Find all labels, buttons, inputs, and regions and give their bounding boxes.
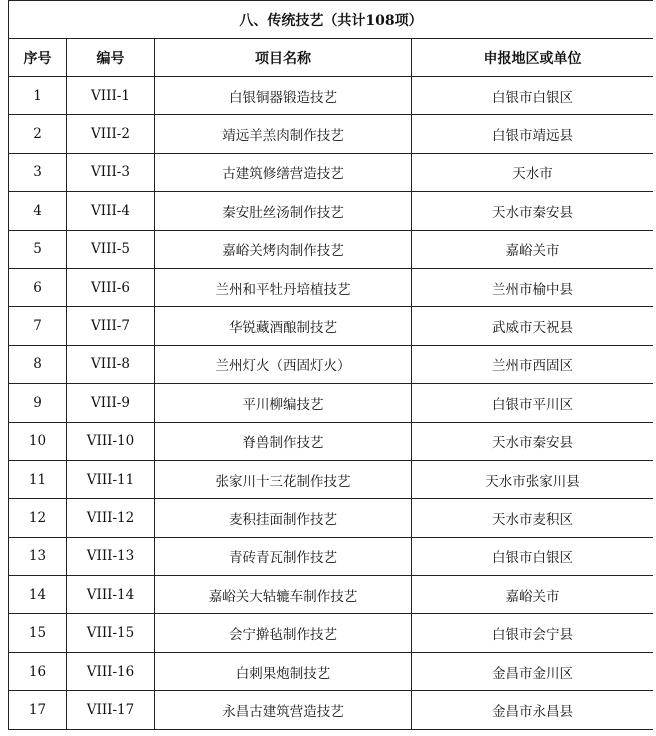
- cell-area: 天水市张家川县: [412, 460, 654, 498]
- table-row: [9, 422, 654, 460]
- cell-code: VIII-17: [67, 691, 155, 729]
- cell-code: VIII-16: [67, 652, 155, 690]
- table-row: [9, 115, 654, 153]
- cell-seq: 17: [9, 691, 67, 729]
- cell-name: 会宁擀毡制作技艺: [155, 614, 412, 652]
- table-row: [9, 384, 654, 422]
- table-header-row: [9, 39, 654, 77]
- table-row: [9, 691, 654, 729]
- cell-seq: 14: [9, 576, 67, 614]
- cell-code: VIII-1: [67, 77, 155, 115]
- cell-area: 兰州市榆中县: [412, 268, 654, 306]
- cell-code: VIII-6: [67, 268, 155, 306]
- cell-area: 嘉峪关市: [412, 576, 654, 614]
- header-area: 申报地区或单位: [412, 39, 654, 77]
- cell-name: 秦安肚丝汤制作技艺: [155, 192, 412, 230]
- cell-name: 嘉峪关烤肉制作技艺: [155, 230, 412, 268]
- cell-code: VIII-14: [67, 576, 155, 614]
- cell-area: 白银市靖远县: [412, 115, 654, 153]
- cell-area: 武威市天祝县: [412, 307, 654, 345]
- cell-area: 白银市会宁县: [412, 614, 654, 652]
- table-row: [9, 537, 654, 575]
- cell-code: VIII-3: [67, 153, 155, 191]
- cell-name: 兰州和平牡丹培植技艺: [155, 268, 412, 306]
- cell-name: 永昌古建筑营造技艺: [155, 691, 412, 729]
- cell-name: 华锐藏酒酿制技艺: [155, 307, 412, 345]
- cell-seq: 8: [9, 345, 67, 383]
- cell-area: 天水市秦安县: [412, 422, 654, 460]
- table-row: [9, 153, 654, 191]
- cell-code: VIII-4: [67, 192, 155, 230]
- cell-seq: 7: [9, 307, 67, 345]
- table-row: [9, 614, 654, 652]
- cell-area: 金昌市永昌县: [412, 691, 654, 729]
- cell-name: 古建筑修缮营造技艺: [155, 153, 412, 191]
- cell-code: VIII-2: [67, 115, 155, 153]
- cell-name: 白刺果炮制技艺: [155, 652, 412, 690]
- cell-seq: 6: [9, 268, 67, 306]
- cell-name: 麦积挂面制作技艺: [155, 499, 412, 537]
- heritage-list-sheet: [8, 0, 653, 736]
- table-row: [9, 499, 654, 537]
- header-seq: 序号: [9, 39, 67, 77]
- cell-code: VIII-9: [67, 384, 155, 422]
- cell-seq: 15: [9, 614, 67, 652]
- cell-code: VIII-15: [67, 614, 155, 652]
- table-title: 八、传统技艺（共计108项）: [9, 1, 654, 39]
- cell-name: 白银铜器锻造技艺: [155, 77, 412, 115]
- cell-area: 白银市平川区: [412, 384, 654, 422]
- cell-code: VIII-5: [67, 230, 155, 268]
- cell-seq: 10: [9, 422, 67, 460]
- cell-name: 脊兽制作技艺: [155, 422, 412, 460]
- cell-seq: 4: [9, 192, 67, 230]
- cell-area: 天水市秦安县: [412, 192, 654, 230]
- header-name: 项目名称: [155, 39, 412, 77]
- cell-code: VIII-8: [67, 345, 155, 383]
- cell-name: 靖远羊羔肉制作技艺: [155, 115, 412, 153]
- cell-seq: 13: [9, 537, 67, 575]
- cell-seq: 1: [9, 77, 67, 115]
- cell-name: 兰州灯火（西固灯火）: [155, 345, 412, 383]
- cell-seq: 3: [9, 153, 67, 191]
- cell-name: 嘉峪关大轱辘车制作技艺: [155, 576, 412, 614]
- cell-area: 天水市: [412, 153, 654, 191]
- cell-code: VIII-7: [67, 307, 155, 345]
- table-row: [9, 345, 654, 383]
- cell-code: VIII-12: [67, 499, 155, 537]
- heritage-table: [8, 0, 653, 730]
- table-row: [9, 268, 654, 306]
- cell-code: VIII-13: [67, 537, 155, 575]
- cell-code: VIII-11: [67, 460, 155, 498]
- table-row: [9, 230, 654, 268]
- table-title-row: [9, 1, 654, 39]
- cell-seq: 11: [9, 460, 67, 498]
- cell-seq: 5: [9, 230, 67, 268]
- cell-code: VIII-10: [67, 422, 155, 460]
- cell-seq: 12: [9, 499, 67, 537]
- cell-area: 白银市白银区: [412, 77, 654, 115]
- table-row: [9, 460, 654, 498]
- cell-seq: 9: [9, 384, 67, 422]
- cell-seq: 2: [9, 115, 67, 153]
- header-code: 编号: [67, 39, 155, 77]
- cell-area: 白银市白银区: [412, 537, 654, 575]
- cell-area: 嘉峪关市: [412, 230, 654, 268]
- cell-name: 平川柳编技艺: [155, 384, 412, 422]
- cell-area: 天水市麦积区: [412, 499, 654, 537]
- table-row: [9, 652, 654, 690]
- cell-name: 青砖青瓦制作技艺: [155, 537, 412, 575]
- table-row: [9, 192, 654, 230]
- table-row: [9, 576, 654, 614]
- cell-name: 张家川十三花制作技艺: [155, 460, 412, 498]
- cell-area: 金昌市金川区: [412, 652, 654, 690]
- table-row: [9, 307, 654, 345]
- cell-area: 兰州市西固区: [412, 345, 654, 383]
- cell-seq: 16: [9, 652, 67, 690]
- table-row: [9, 77, 654, 115]
